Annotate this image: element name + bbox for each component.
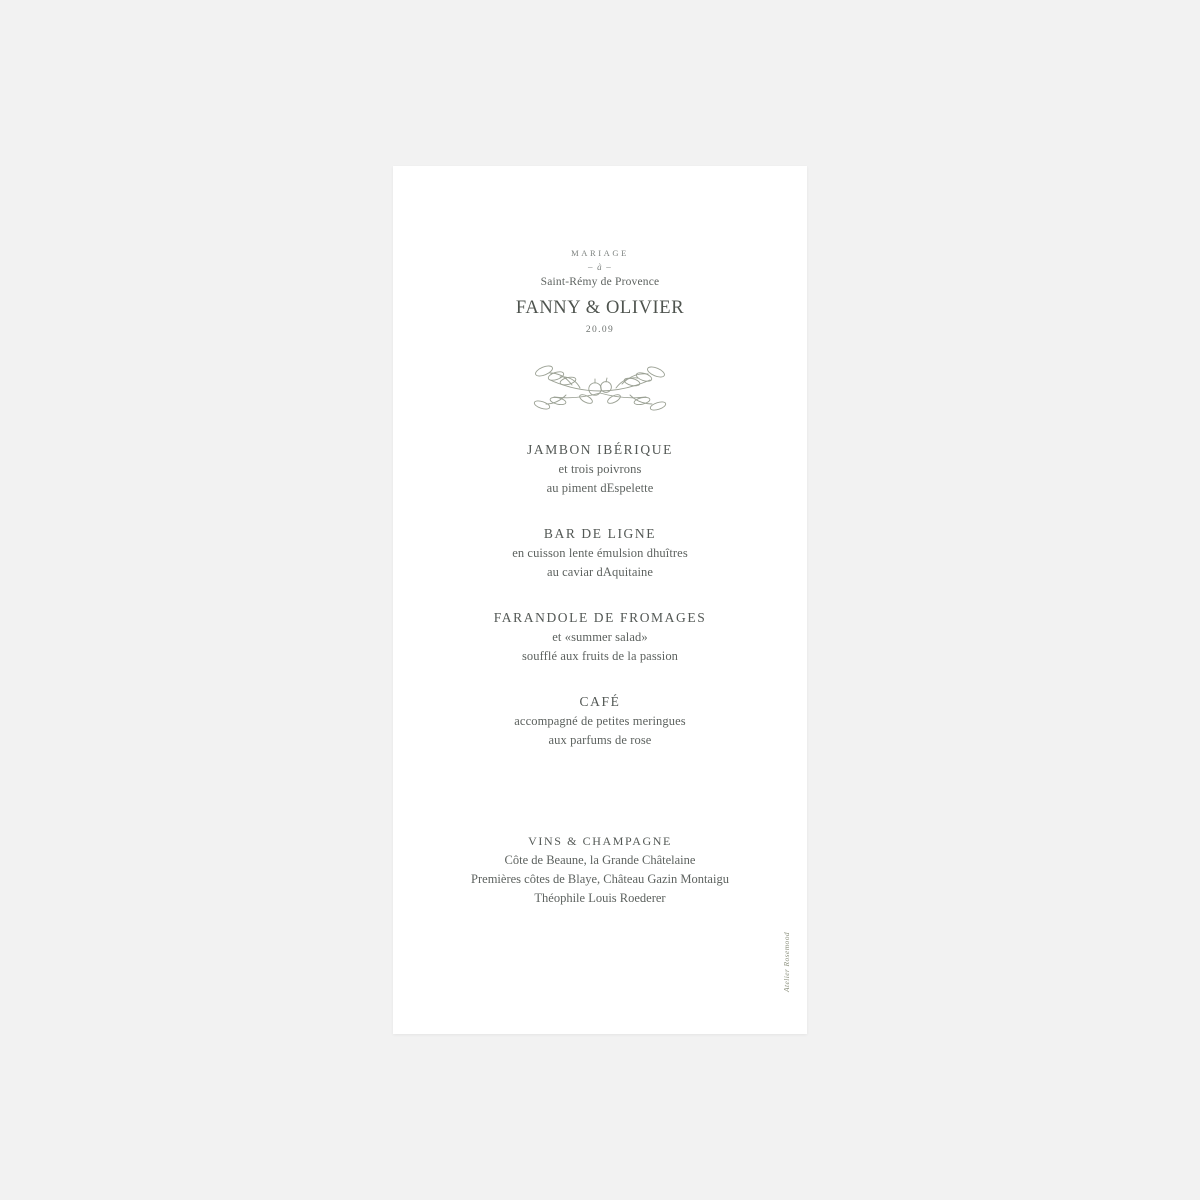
kicker-mariage: MARIAGE	[571, 248, 629, 258]
course-line: en cuisson lente émulsion dhuîtres	[512, 546, 688, 560]
course-line: au caviar dAquitaine	[546, 565, 654, 579]
wines-section	[393, 834, 807, 906]
place-name: Saint-Rémy de Provence	[540, 276, 660, 288]
menu-card	[393, 166, 807, 1034]
wine-line: Côte de Beaune, la Grande Châtelaine	[504, 853, 696, 867]
couple-names: FANNY & OLIVIER	[515, 298, 685, 318]
course-line: soufflé aux fruits de la passion	[521, 649, 679, 663]
course-item	[393, 694, 807, 748]
atelier-signature: Atelier Rosemood	[782, 932, 791, 992]
separator-a: – à –	[588, 262, 612, 272]
course-title: BAR DE LIGNE	[543, 526, 657, 541]
course-line: accompagné de petites meringues	[514, 714, 686, 728]
card-inner	[393, 166, 807, 1034]
wines-title: VINS & CHAMPAGNE	[528, 834, 672, 848]
course-line: aux parfums de rose	[548, 733, 652, 747]
course-item	[393, 442, 807, 496]
wine-line: Théophile Louis Roederer	[534, 891, 666, 905]
menu-courses	[393, 442, 807, 748]
olive-branch-ornament	[393, 349, 807, 411]
course-title: JAMBON IBÉRIQUE	[527, 442, 673, 457]
course-title: FARANDOLE DE FROMAGES	[493, 610, 707, 625]
course-line: et trois poivrons	[558, 462, 642, 476]
course-item	[393, 610, 807, 664]
course-line: au piment dEspelette	[546, 481, 654, 495]
course-item	[393, 526, 807, 580]
wedding-date: 20.09	[585, 325, 615, 335]
course-title: CAFÉ	[579, 694, 621, 709]
wine-line: Premières côtes de Blaye, Château Gazin Montaigu	[471, 872, 729, 886]
course-line: et «summer salad»	[552, 630, 648, 644]
header	[393, 248, 807, 411]
